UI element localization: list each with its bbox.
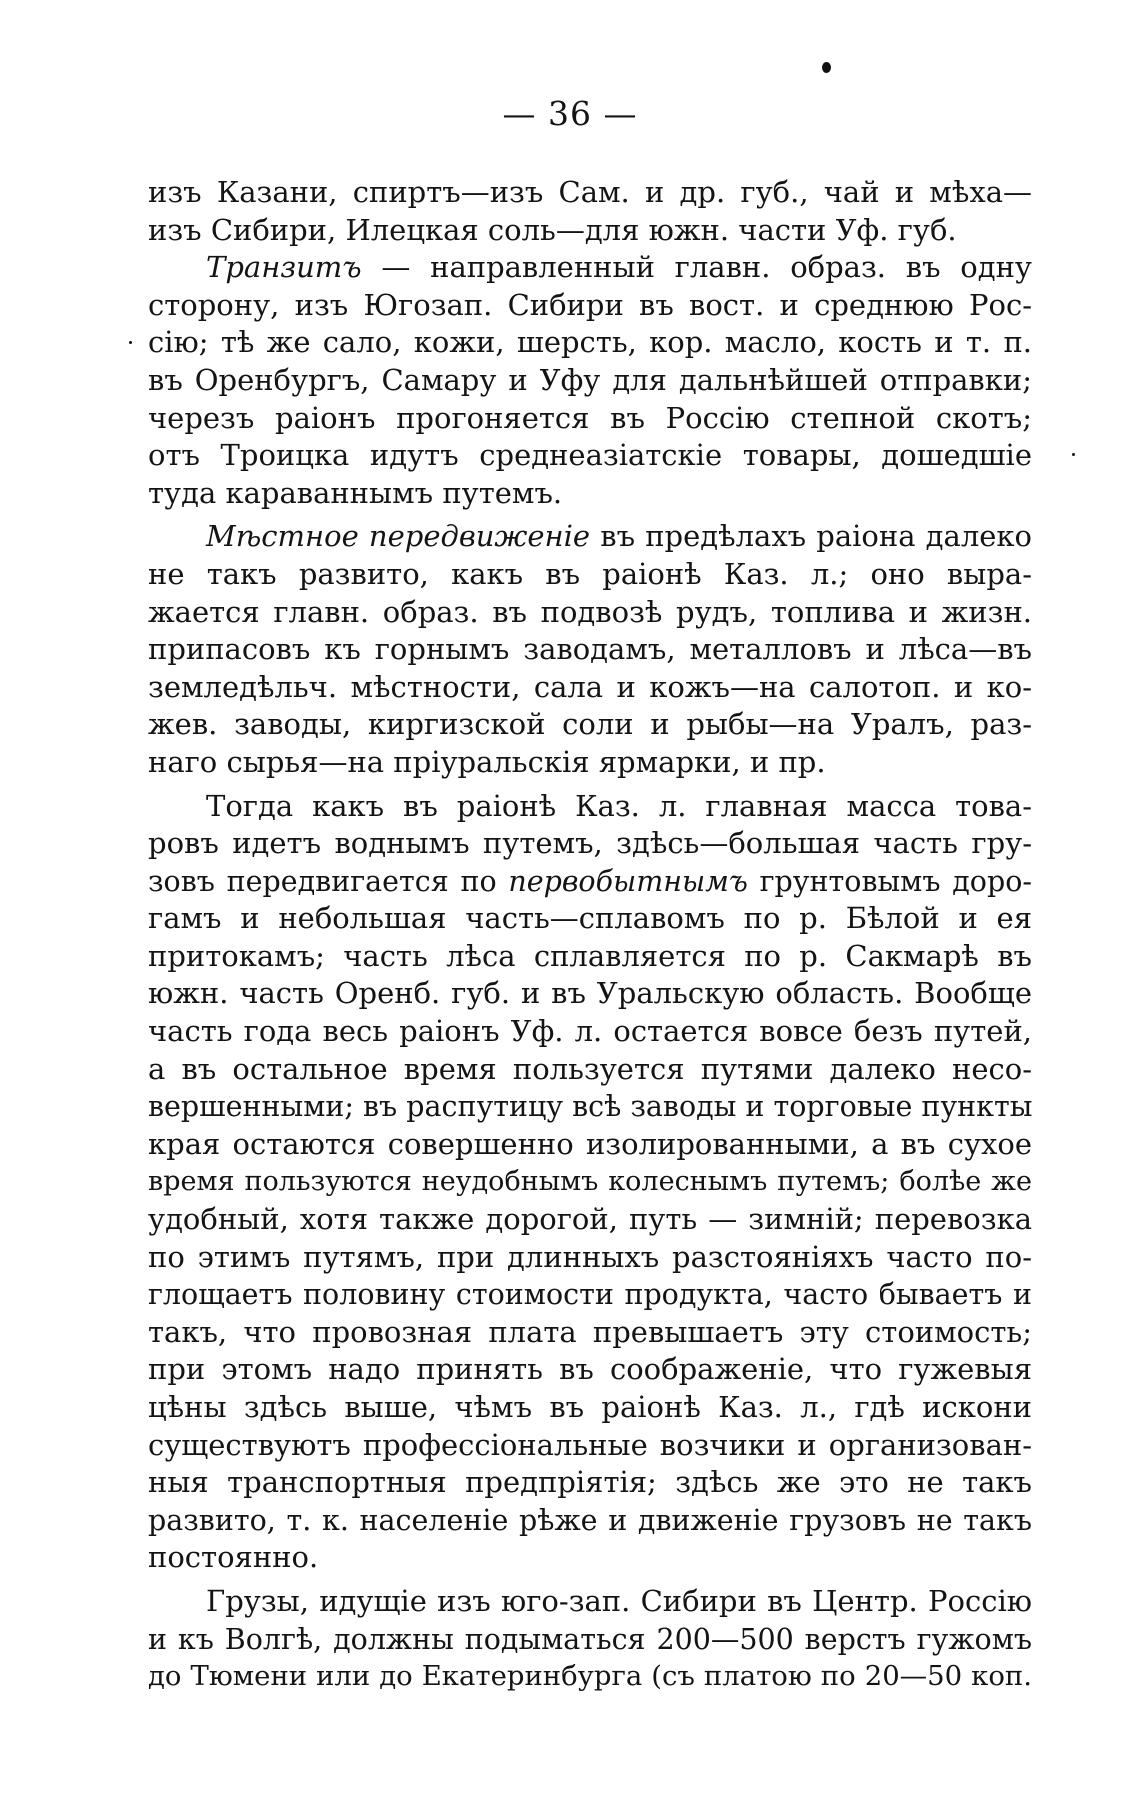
text-line: припасовъ къ горнымъ заводамъ, металловъ и лѣса—въ <box>148 632 1032 667</box>
text-line <box>148 863 1032 901</box>
text-line: постоянно. <box>148 1540 319 1575</box>
text-line: черезъ раіонъ прогоняется въ Россію степной скотъ; <box>148 400 1032 435</box>
text-line: ровъ идетъ воднымъ путемъ, здѣсь—большая часть гру- <box>148 826 1032 861</box>
paragraph-cargo <box>148 1583 1032 1696</box>
text-line: южн. часть Оренб. губ. и въ Уральскую область. Вообще <box>148 976 1032 1011</box>
text-fragment: въ предѣлахъ раіона далеко <box>590 519 1032 554</box>
text-line: не такъ развито, какъ въ раіонѣ Каз. л.; оно выра- <box>148 556 1032 591</box>
paragraph-local-movement <box>148 518 1032 781</box>
text-line <box>148 249 1032 287</box>
text-line: туда караваннымъ путемъ. <box>148 475 563 510</box>
scan-speck <box>822 62 831 73</box>
text-line <box>148 518 1032 556</box>
text-line: время пользуются неудобнымъ колеснымъ путемъ; болѣе же <box>148 1166 1032 1198</box>
text-line: до Тюмени или до Екатеринбурга (съ платою по 20—50 коп. <box>148 1660 1032 1693</box>
text-line: изъ Казани, спиртъ—изъ Сам. и др. губ., чай и мѣха— <box>148 175 1032 209</box>
text-line: жев. заводы, киргизской соли и рыбы—на Уралъ, раз- <box>148 707 1032 742</box>
text-line: вершенными; въ распутицу всѣ заводы и торговые пункты <box>148 1090 1033 1124</box>
text-line: существуютъ профессіональные возчики и организован- <box>148 1427 1032 1462</box>
text-line: гамъ и небольшая часть—сплавомъ по р. Бѣлой и ея <box>148 901 1032 936</box>
text-line: часть года весь раіонъ Уф. л. остается вовсе безъ путей, <box>148 1014 1032 1049</box>
emphasis-primitive: первобытнымъ <box>508 864 748 898</box>
paragraph-transit <box>148 249 1032 512</box>
text-line: Тогда какъ въ раіонѣ Каз. л. главная масса това- <box>206 788 1032 823</box>
text-line: глощаетъ половину стоимости продукта, часто бываетъ и <box>148 1278 1032 1312</box>
text-line: наго сырья—на пріуральскія ярмарки, и пр. <box>148 744 826 779</box>
text-line: и къ Волгѣ, должны подыматься 200—500 верстъ гужомъ <box>148 1622 1032 1656</box>
text-line: сторону, изъ Югозап. Сибири въ вост. и среднюю Рос- <box>148 287 1032 322</box>
text-line: изъ Сибири, Илецкая соль—для южн. части Уф. губ. <box>148 212 957 247</box>
text-line: земледѣльч. мѣстности, сала и кожъ—на салотоп. и ко- <box>148 669 1032 704</box>
paragraph-1 <box>148 174 1032 249</box>
text-line: а въ остальное время пользуется путями далеко несо- <box>148 1051 1032 1086</box>
text-line: въ Оренбургъ, Самару и Уфу для дальнѣйшей отправки; <box>148 362 1032 397</box>
scan-speck <box>1072 453 1075 456</box>
page-number: — 36 — <box>502 94 638 133</box>
text-line: сію; тѣ же сало, кожи, шерсть, кор. масло, кость и т. п. <box>148 325 1032 360</box>
scan-speck <box>129 341 132 344</box>
page-body <box>148 174 1032 1696</box>
text-line: при этомъ надо принять въ соображеніе, что гужевыя <box>148 1352 1032 1387</box>
text-line: развито, т. к. населеніе рѣже и движеніе грузовъ не такъ <box>148 1503 1032 1537</box>
text-fragment: зовъ передвигается по <box>148 864 509 898</box>
text-fragment: грунтовымъ доро- <box>747 864 1032 898</box>
text-line: притокамъ; часть лѣса сплавляется по р. Сакмарѣ въ <box>148 938 1032 973</box>
text-line: отъ Троицка идутъ среднеазіатскіе товары, дошедшіе <box>148 438 1032 473</box>
text-line: цѣны здѣсь выше, чѣмъ въ раіонѣ Каз. л., гдѣ искони <box>148 1390 1032 1424</box>
text-line: удобный, хотя также дорогой, путь — зимній; перевозка <box>148 1202 1032 1237</box>
text-line: ныя транспортныя предпріятія; здѣсь же это не такъ <box>148 1465 1032 1500</box>
text-line: Грузы, идущіе изъ юго-зап. Сибири въ Центр. Россію <box>206 1583 1032 1618</box>
paragraph-roads <box>148 788 1032 1577</box>
text-fragment: — направленный главн. образ. въ одну <box>361 250 1032 285</box>
text-line: такъ, что провозная плата превышаетъ эту стоимость; <box>148 1314 1032 1349</box>
transit-heading: Транзитъ <box>206 250 362 285</box>
local-movement-heading: Мѣстное передвиженіе <box>206 519 591 554</box>
text-line: по этимъ путямъ, при длинныхъ разстояніяхъ часто по- <box>148 1239 1032 1274</box>
text-line: края остаются совершенно изолированными, а въ сухое <box>148 1126 1032 1161</box>
text-line: жается главн. образ. въ подвозѣ рудъ, топлива и жизн. <box>148 594 1032 629</box>
